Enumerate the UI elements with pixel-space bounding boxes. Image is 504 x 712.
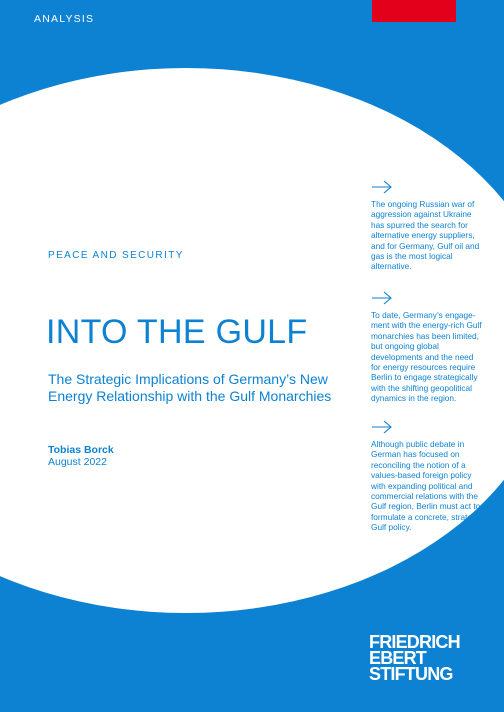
logo-line: FRIEDRICH: [369, 632, 460, 652]
topic-label: PEACE AND SECURITY: [48, 250, 184, 261]
publication-date: August 2022: [48, 456, 107, 468]
key-point: [371, 291, 483, 404]
key-point: [371, 180, 483, 272]
page-subtitle: The Strategic Implications of Germany’s New Energy Relationship with the Gulf Monarchies: [48, 371, 332, 404]
author-name: Tobias Borck: [48, 444, 114, 456]
page-title: INTO THE GULF: [46, 313, 308, 351]
arrow-right-icon: [371, 291, 393, 305]
series-label: ANALYSIS: [34, 13, 95, 25]
logo-line: STIFTUNG: [369, 664, 453, 684]
arrow-right-icon: [371, 420, 393, 434]
accent-bar: [372, 0, 456, 22]
foundation-logo: [369, 634, 460, 682]
arrow-right-icon: [371, 180, 393, 194]
key-point: [371, 420, 483, 533]
key-point-text: Although public debate in German has focused on reconciling the notion of a values-based foreign policy with expanding political and commercial relations with the Gulf region, Berlin must act to formulate a concrete, strategic Gulf policy.: [371, 439, 483, 533]
key-point-text: To date, Germany’s engage-ment with the energy-rich Gulf monarchies has been limited, but ongoing global developments and the need for energy resources require Berlin to engage strategically with the shifting geopolitical dynamics in the region.: [371, 310, 482, 404]
logo-line: EBERT: [369, 648, 427, 668]
key-point-text: The ongoing Russian war of aggression against Ukraine has spurred the search for alternative energy suppliers, and for Germany, Gulf oil and gas is the most logical alternative.: [371, 199, 480, 272]
